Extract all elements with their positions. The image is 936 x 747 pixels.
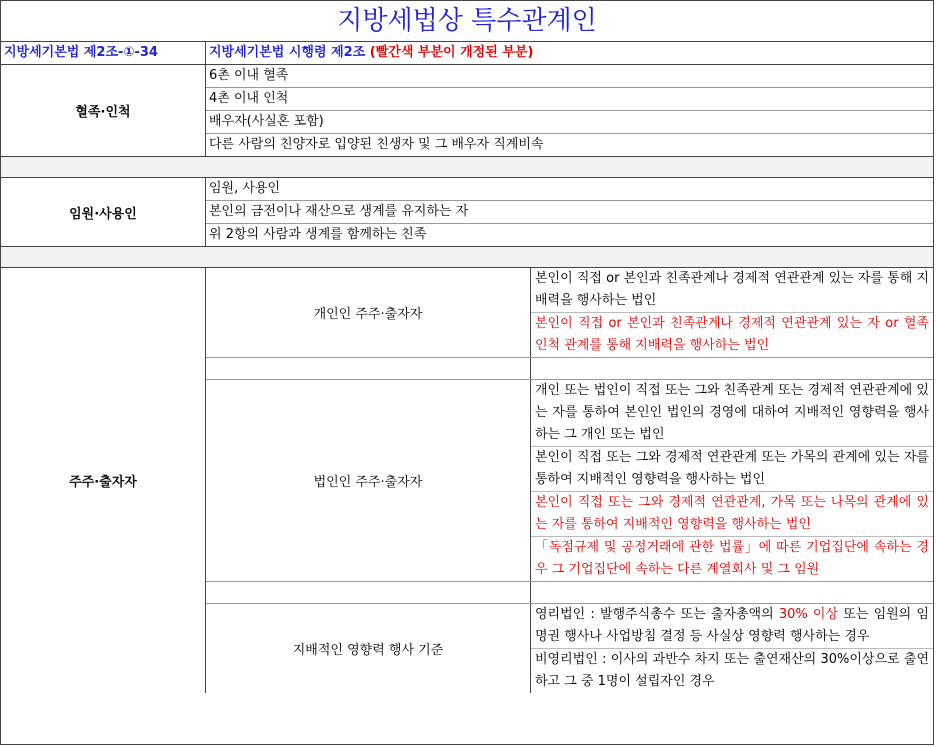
blood-row: 4촌 이내 인척 <box>206 88 933 111</box>
criteria-profit-text-a: 영리법인 : 발행주식총수 또는 출자총액의 <box>535 607 779 622</box>
corporate-shareholder <box>206 380 933 582</box>
header-decree-ref <box>206 42 933 64</box>
influence-criteria <box>206 604 933 693</box>
header-law-ref: 지방세기본법 제2조-①-34 <box>1 42 206 64</box>
blood-row: 다른 사람의 친양자로 입양된 친생자 및 그 배우자 직계비속 <box>209 137 544 152</box>
section-blood-label: 혈족·인척 <box>1 65 206 156</box>
criteria-profit-threshold: 30% 이상 <box>778 607 839 622</box>
individual-shareholder <box>206 268 933 358</box>
spacer-row <box>1 247 933 268</box>
corporate-line: 본인이 직접 또는 그와 경제적 연관관계 또는 가목의 관계에 있는 자를 통하여 지배적인 영향력을 행사하는 법인 <box>531 447 933 492</box>
blank-row <box>206 358 933 380</box>
section-blood <box>1 65 933 157</box>
criteria-profit-line <box>531 604 933 649</box>
blood-row: 6촌 이내 혈족 <box>206 65 933 88</box>
individual-shareholder-label: 개인인 주주·출자자 <box>206 268 531 357</box>
section-shareholder-label: 주주·출자자 <box>1 268 206 693</box>
individual-line-amended: 본인이 직접 or 본인과 친족관계나 경제적 연관관계 있는 자 or 혈족 인척 관계를 통해 지배력을 행사하는 법인 <box>535 316 929 353</box>
staff-row: 위 2항의 사람과 생계를 함께하는 친족 <box>209 227 427 242</box>
criteria-nonprofit-line: 비영리법인 : 이사의 과반수 차지 또는 출연재산의 30%이상으로 출연하고 그 중 1명이 설립자인 경우 <box>535 652 929 689</box>
corporate-line-amended: 본인이 직접 또는 그와 경제적 연관관계, 가목 또는 나목의 관계에 있는 자를 통하여 지배적인 영향력을 행사하는 법인 <box>531 492 933 537</box>
blood-row: 배우자(사실혼 포함) <box>206 111 933 134</box>
corporate-line-amended: 「독점규제 및 공정거래에 관한 법률」에 따른 기업집단에 속하는 경우 그 기업집단에 속하는 다른 계열회사 및 그 임원 <box>535 540 929 577</box>
header-row <box>1 42 933 65</box>
staff-row: 임원, 사용인 <box>206 178 933 201</box>
section-staff-label: 임원·사용인 <box>1 178 206 246</box>
spacer-row <box>1 157 933 178</box>
corporate-line: 개인 또는 법인이 직접 또는 그와 친족관계 또는 경제적 연관관계에 있는 자를 통하여 본인인 법인의 경영에 대하여 지배적인 영향력을 행사하는 그 개인 또는 법인 <box>531 380 933 447</box>
individual-line: 본인이 직접 or 본인과 친족관계나 경제적 연관관계 있는 자를 통해 지배력을 행사하는 법인 <box>531 268 933 313</box>
section-shareholder <box>1 268 933 693</box>
criteria-profit-text-b: 또는 임원의 임명권 행사나 사업방침 결정 등 사실상 영향력 행사하는 경우 <box>535 607 929 644</box>
header-decree-note: (빨간색 부분이 개정된 부분) <box>369 45 534 60</box>
header-decree-main: 지방세기본법 시행령 제2조 <box>209 45 366 60</box>
influence-criteria-label: 지배적인 영향력 행사 기준 <box>206 604 531 693</box>
section-staff <box>1 178 933 247</box>
page-title: 지방세법상 특수관계인 <box>1 1 933 42</box>
blank-row <box>206 582 933 604</box>
staff-row: 본인의 금전이나 재산으로 생계를 유지하는 자 <box>206 201 933 224</box>
corporate-shareholder-label: 법인인 주주·출자자 <box>206 380 531 581</box>
